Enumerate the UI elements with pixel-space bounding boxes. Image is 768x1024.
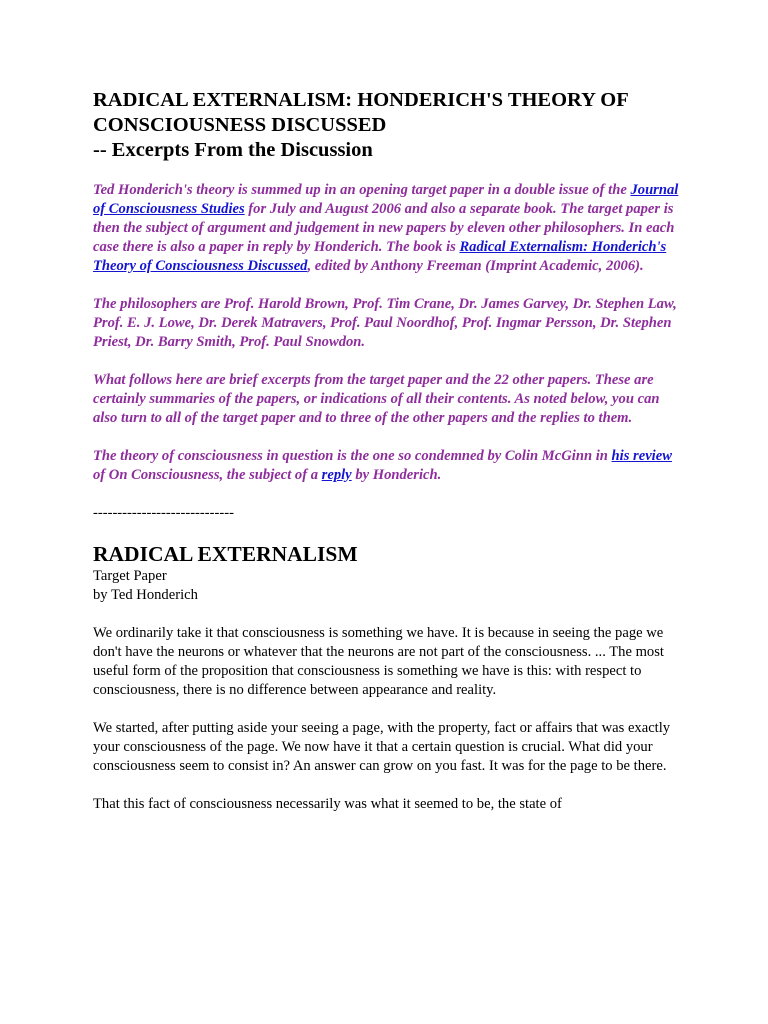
review-link[interactable]: his review (611, 448, 672, 464)
intro-section (93, 181, 683, 485)
intro-paragraph-1 (93, 181, 683, 276)
page-title: RADICAL EXTERNALISM: HONDERICH'S THEORY OF CONSCIOUSNESS DISCUSSED (93, 89, 629, 136)
intro-text: The theory of consciousness in question is the one so condemned by Colin McGinn in (93, 448, 612, 464)
intro-text: , edited by Anthony Freeman (Imprint Academic, 2006). (307, 258, 644, 274)
section-title: RADICAL EXTERNALISM (93, 542, 358, 566)
page-subtitle: -- Excerpts From the Discussion (93, 139, 373, 161)
intro-text: Ted Honderich's theory is summed up in an opening target paper in a double issue of the (93, 182, 631, 198)
intro-paragraph-4 (93, 447, 683, 485)
paper-author: by Ted Honderich (93, 587, 198, 603)
intro-paragraph-2: The philosophers are Prof. Harold Brown, Prof. Tim Crane, Dr. James Garvey, Dr. Stephen Law, Prof. E. J. Lowe, Dr. Derek Matravers, Prof. Paul Noordhof, Prof. Ingmar Persson, Dr. Stephen Priest, Dr. Barry Smith, Prof. Paul Snowdon. (93, 296, 677, 350)
intro-text: of On Consciousness, the subject of a (93, 467, 322, 483)
paper-kind: Target Paper (93, 568, 167, 584)
document-page (93, 88, 683, 833)
body-paragraph: That this fact of consciousness necessarily was what it seemed to be, the state of (93, 796, 562, 812)
paper-body (93, 624, 683, 814)
intro-text: by Honderich. (351, 467, 442, 483)
intro-text: for July and August 2006 and also a separate book. The target paper is then the subject of argument and judgement in new papers by eleven other philosophers. In each case there is also a paper in reply by Honderich. The book is (93, 201, 675, 255)
body-paragraph: We started, after putting aside your seeing a page, with the property, fact or affairs that was exactly your consciousness of the page. We now have it that a certain question is crucial. What did your consciousness seem to consist in? An answer can grow on you fast. It was for the page to be there. (93, 720, 671, 774)
body-paragraph: We ordinarily take it that consciousness is something we have. It is because in seeing the page we don't have the neurons or whatever that the neurons are not part of the consciousness. ... The most useful form of the proposition that consciousness is something we have is this: with respect to consciousness, there is no difference between appearance and reality. (93, 625, 664, 698)
intro-paragraph-3: What follows here are brief excerpts from the target paper and the 22 other papers. These are certainly summaries of the papers, or indications of all their contents. As noted below, you can also turn to all of the target paper and to three of the other papers and the replies to them. (93, 372, 660, 426)
book-link[interactable]: Radical Externalism: Honderich's Theory of Consciousness Discussed (93, 239, 667, 274)
reply-link[interactable]: reply (321, 467, 352, 483)
journal-link[interactable]: Journal of Consciousness Studies (93, 182, 679, 217)
section-divider: ----------------------------- (93, 505, 234, 521)
